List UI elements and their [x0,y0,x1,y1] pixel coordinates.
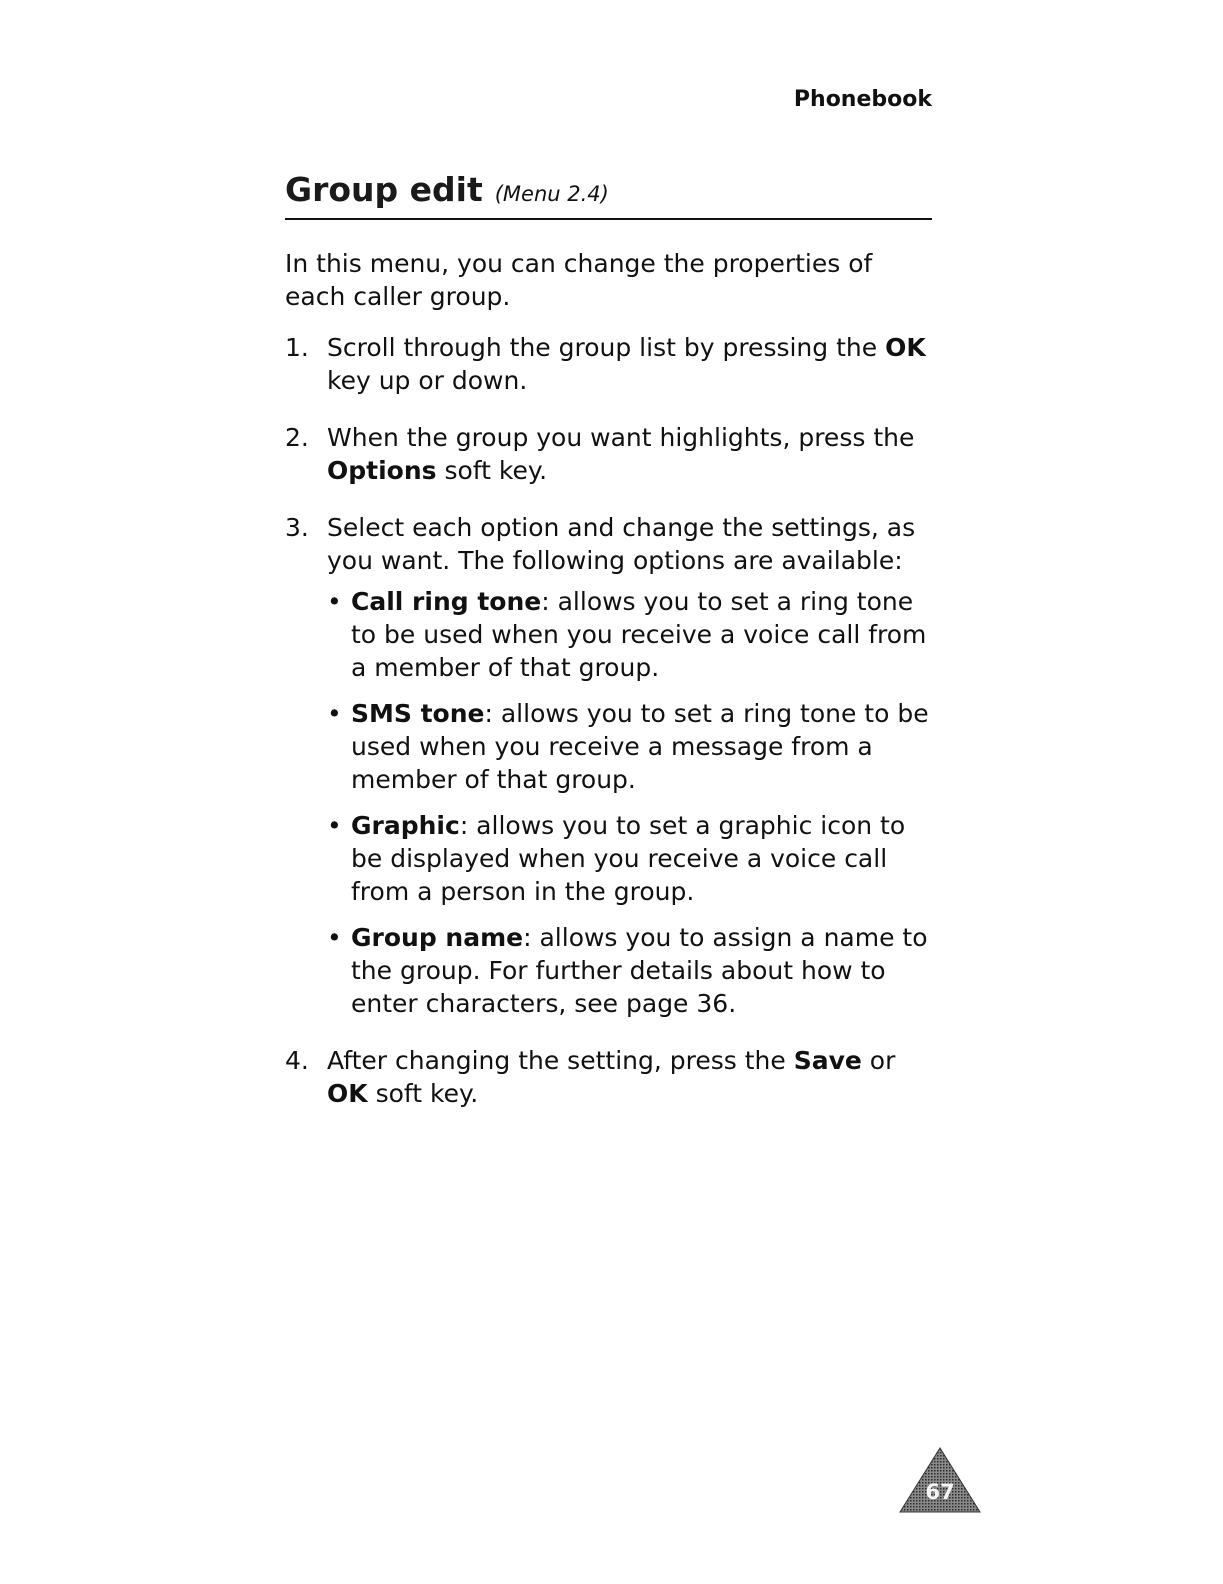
step-number: 3. [285,513,309,542]
step-1 [285,331,935,397]
intro-paragraph: In this menu, you can change the properties of each caller group. [285,249,873,311]
option-description: : allows you to set a graphic icon to be displayed when you receive a voice call from a person in the group. [351,811,906,906]
option-label: Group name [351,923,524,952]
step-4 [285,1044,935,1110]
key-label: Options [327,456,437,485]
option-label: Call ring tone [351,587,542,616]
step-text: After changing the setting, press the [327,1046,794,1075]
step-text: Scroll through the group list by pressing the [327,333,886,362]
option-label: Graphic [351,811,460,840]
option-sms-tone [327,697,935,796]
bullet: • [327,587,342,616]
option-description: : allows you to set a ring tone to be used when you receive a message from a member of that group. [351,699,929,794]
page-number-badge [898,1446,982,1514]
step-2 [285,421,935,487]
main-content [285,247,935,1134]
section-header: Phonebook [793,87,932,112]
menu-reference: (Menu 2.4) [494,182,609,206]
step-text: key up or down. [327,366,528,395]
step-number: 4. [285,1046,309,1075]
option-call-ring-tone [327,585,935,684]
key-label: OK [327,1079,368,1108]
option-description: : allows you to assign a name to the group. For further details about how to enter characters, see page 36. [351,923,928,1018]
bullet: • [327,811,342,840]
title-underline [285,218,932,220]
key-label: Save [793,1046,862,1075]
step-3 [285,511,935,1020]
step-number: 1. [285,333,309,362]
step-text: or [861,1046,896,1075]
page-title-text: Group edit [285,170,483,209]
page-number: 67 [925,1480,955,1504]
step-text: When the group you want highlights, press the [327,423,915,452]
option-list [327,585,935,1020]
bullet: • [327,699,342,728]
option-graphic [327,809,935,908]
bullet: • [327,923,342,952]
step-text: Select each option and change the settings, as you want. The following options are available: [327,513,916,575]
step-text: soft key. [436,456,548,485]
option-description: : allows you to set a ring tone to be used when you receive a voice call from a member of that group. [351,587,927,682]
option-group-name [327,921,935,1020]
step-text: soft key. [367,1079,479,1108]
page-title [285,170,932,218]
key-label: OK [885,333,926,362]
option-label: SMS tone [351,699,485,728]
step-number: 2. [285,423,309,452]
